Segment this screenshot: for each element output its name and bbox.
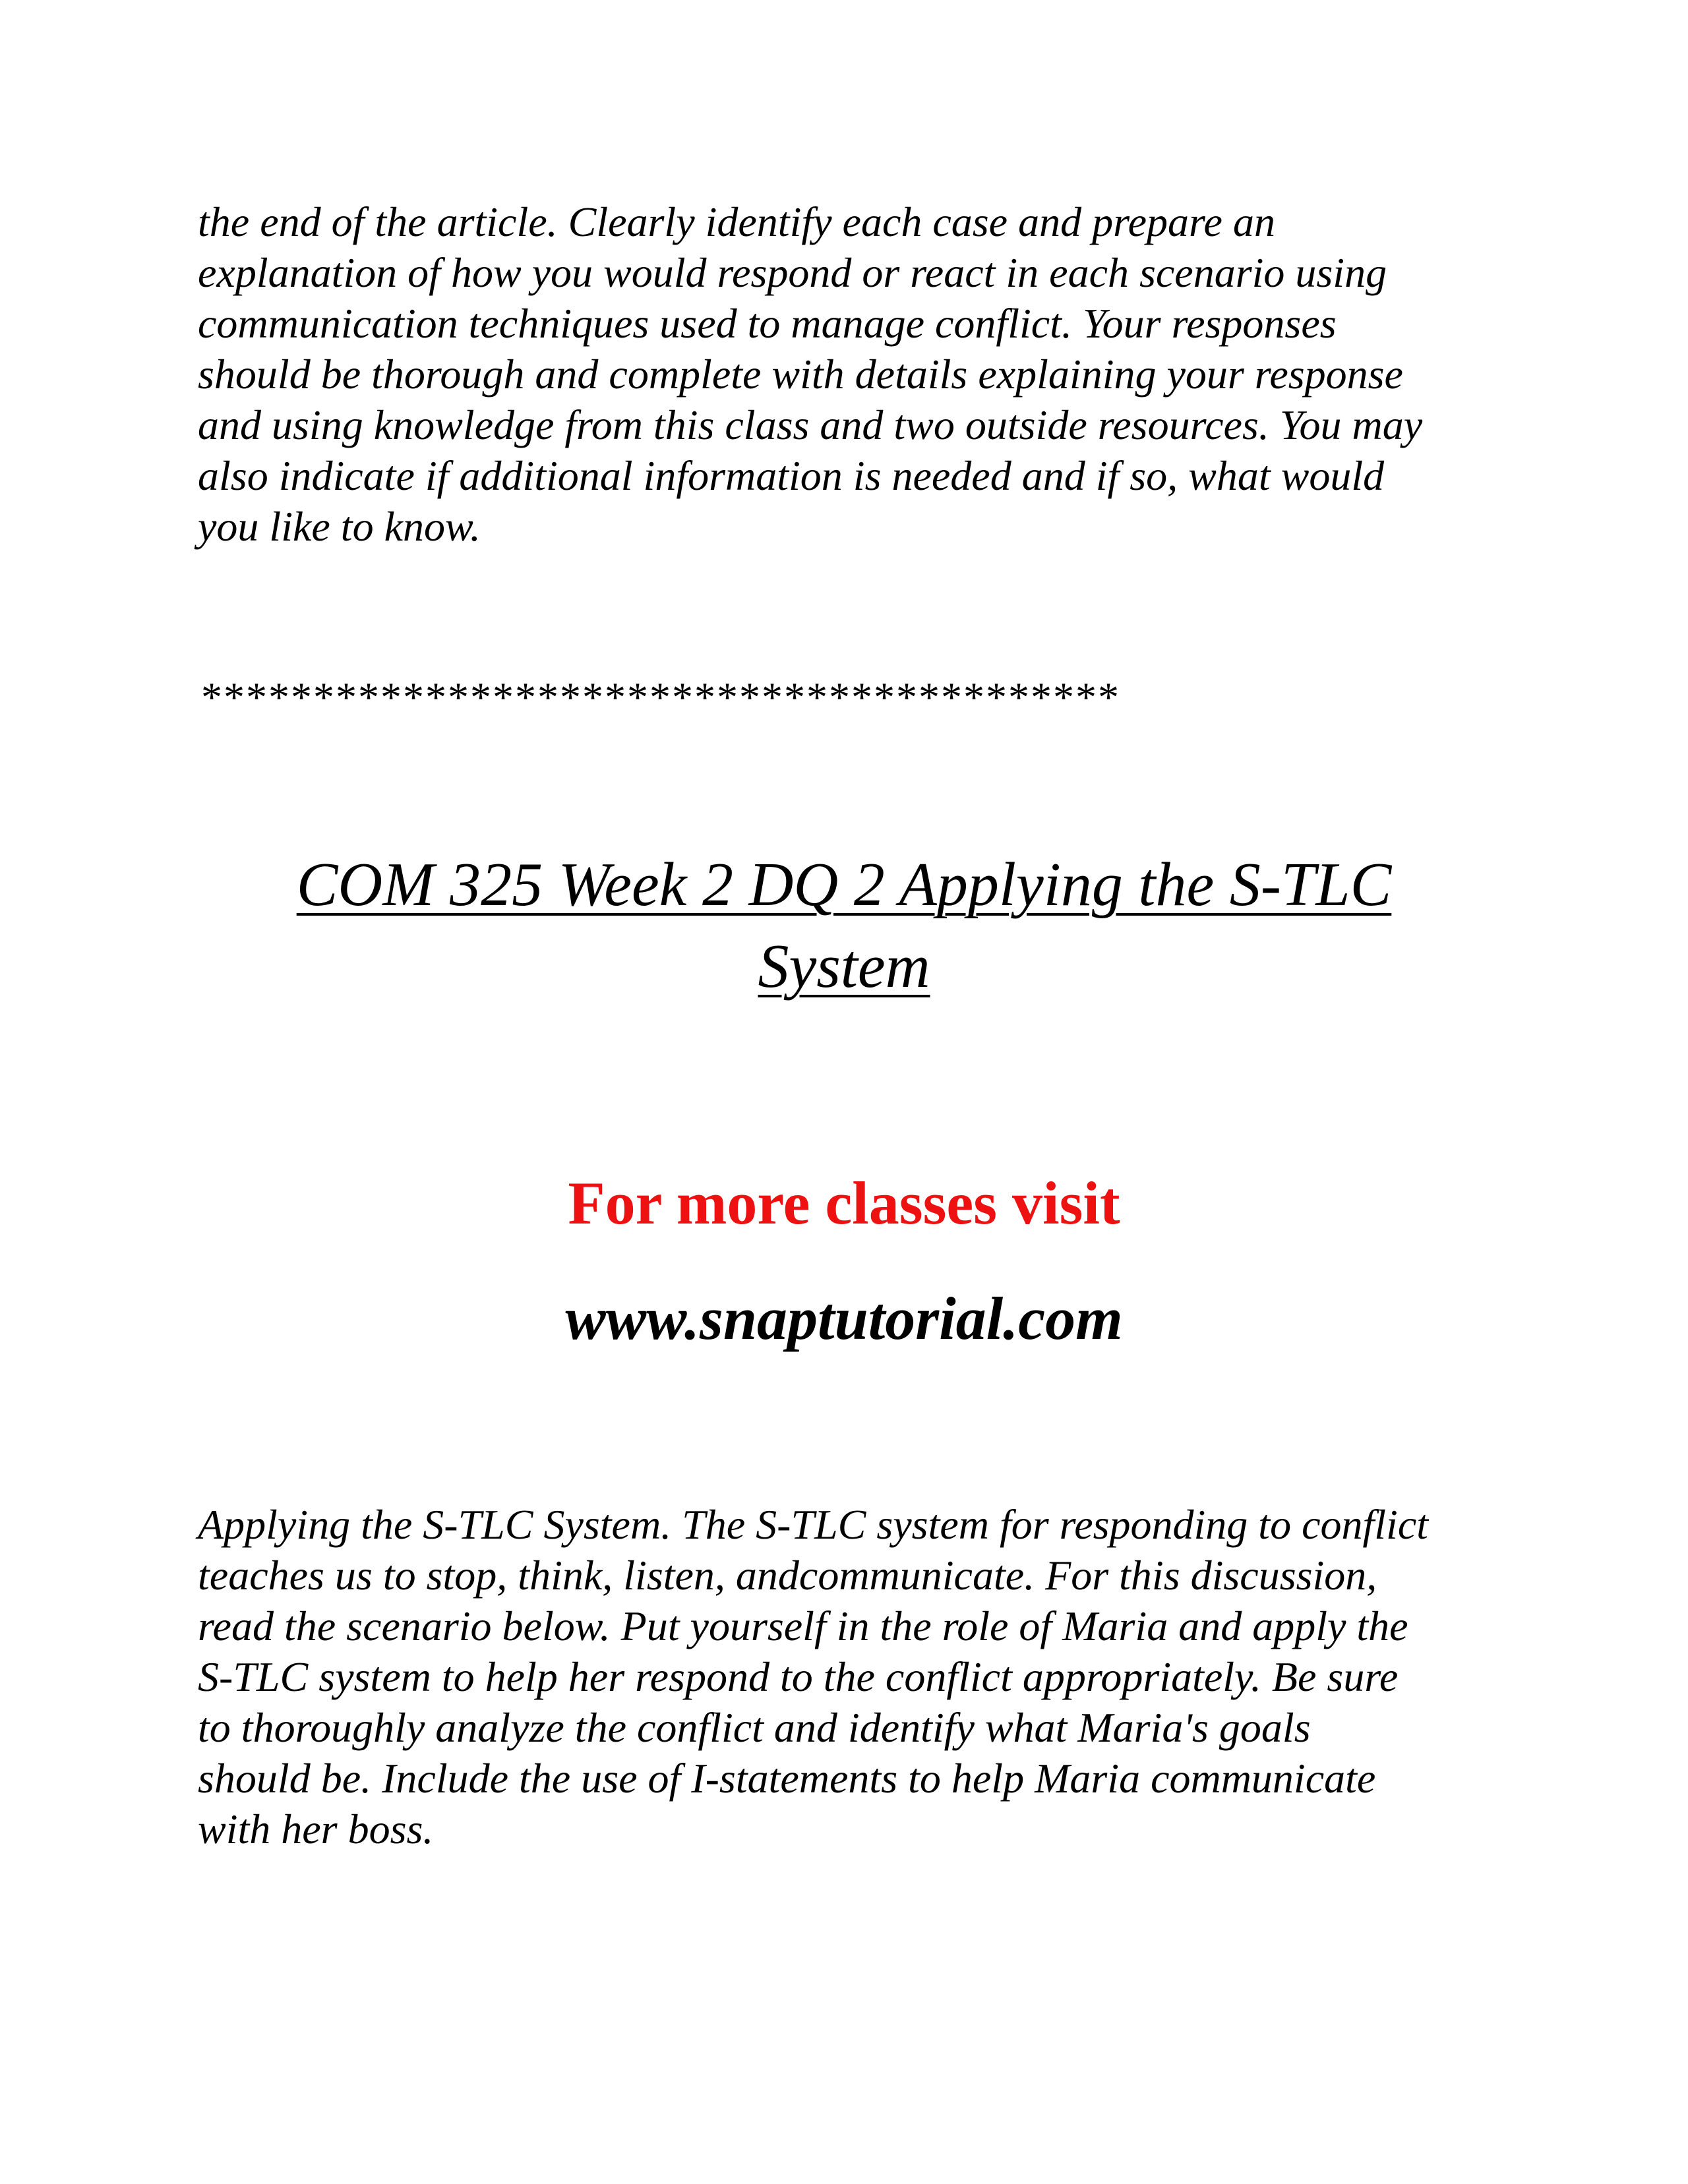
intro-line: the end of the article. Clearly identify each case and prepare an — [198, 198, 1275, 245]
asterisk-separator: ***************************************** — [201, 674, 1120, 721]
body-line: to thoroughly analyze the conflict and identify what Maria's goals — [198, 1704, 1311, 1751]
body-line: Applying the S-TLC System. The S-TLC system for responding to conflict — [198, 1501, 1428, 1548]
body-line: should be. Include the use of I-statements to help Maria communicate — [198, 1755, 1376, 1802]
intro-line: explanation of how you would respond or react in each scenario using — [198, 249, 1387, 296]
intro-line: and using knowledge from this class and two outside resources. You may — [198, 401, 1423, 448]
title-line: System — [758, 932, 930, 1001]
promo-text: For more classes visit — [568, 1169, 1120, 1237]
intro-paragraph — [198, 196, 1422, 552]
body-line: with her boss. — [198, 1806, 434, 1852]
body-line: teaches us to stop, think, listen, andcommunicate. For this discussion, — [198, 1552, 1377, 1599]
intro-line: you like to know. — [198, 503, 481, 550]
website-url: www.snaptutorial.com — [565, 1285, 1123, 1352]
body-line: read the scenario below. Put yourself in the role of Maria and apply the — [198, 1603, 1408, 1649]
intro-line: also indicate if additional information is needed and if so, what would — [198, 452, 1385, 499]
body-paragraph — [198, 1499, 1428, 1854]
page-title — [0, 844, 1688, 1007]
body-line: S-TLC system to help her respond to the conflict appropriately. Be sure — [198, 1653, 1399, 1700]
intro-line: communication techniques used to manage conflict. Your responses — [198, 300, 1337, 347]
title-line: COM 325 Week 2 DQ 2 Applying the S-TLC — [296, 850, 1392, 919]
intro-line: should be thorough and complete with details explaining your response — [198, 351, 1403, 398]
